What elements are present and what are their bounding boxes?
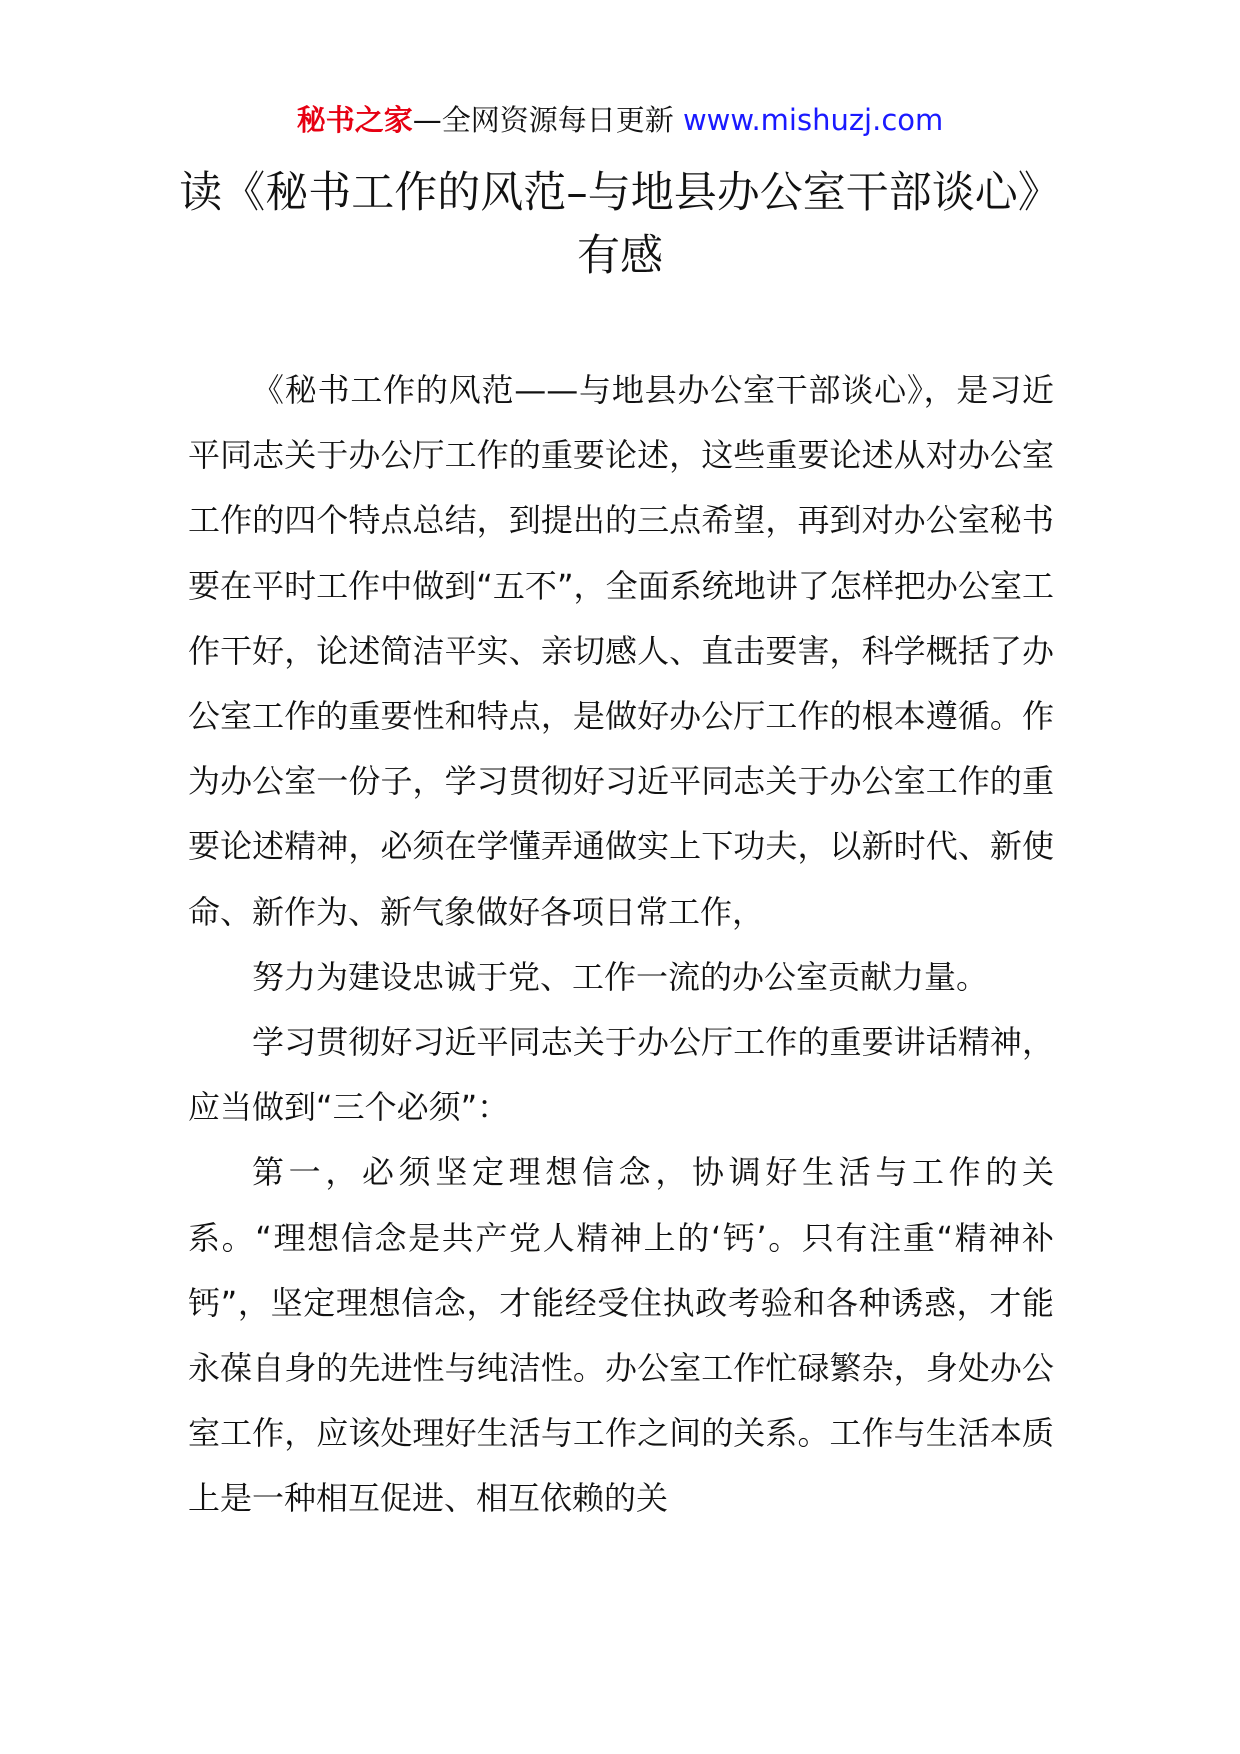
paragraph-first-point: 第一，必须坚定理想信念，协调好生活与工作的关系。“理想信念是共产党人精神上的‘钙’。只有注重“精神补钙”，坚定理想信念，才能经受住执政考验和各种诱惑，才能永葆自身的先进性与纯洁性。办公室工作忙碌繁杂，身处办公室工作，应该处理好生活与工作之间的关系。工作与生活本质上是一种相互促进、相互依赖的关 [188, 1153, 1054, 1518]
site-brand: 秘书之家 [296, 103, 413, 137]
document-title: 读《秘书工作的风范–与地县办公室干部谈心》有感 [179, 168, 1061, 281]
document-body [188, 358, 1054, 1532]
paragraph-intro: 《秘书工作的风范——与地县办公室干部谈心》，是习近平同志关于办公厅工作的重要论述，这些重要论述从对办公室工作的四个特点总结，到提出的三点希望，再到对办公室秘书要在平时工作中做到“五不”，全面系统地讲了怎样把办公室工作干好，论述简洁平实、亲切感人、直击要害，科学概括了办公室工作的重要性和特点，是做好办公厅工作的根本遵循。作为办公室一份子，学习贯彻好习近平同志关于办公室工作的重要论述精神，必须在学懂弄通做实上下功夫，以新时代、新使命、新作为、新气象做好各项日常工作， [188, 371, 1054, 931]
site-tagline: —全网资源每日更新 [412, 103, 683, 137]
paragraph-contribution: 努力为建设忠诚于党、工作一流的办公室贡献力量。 [252, 957, 989, 996]
site-header [0, 100, 1240, 140]
site-url[interactable]: www.mishuzj.com [682, 103, 944, 137]
paragraph-three-musts: 学习贯彻好习近平同志关于办公厅工作的重要讲话精神，应当做到“三个必须”： [188, 1023, 1054, 1127]
